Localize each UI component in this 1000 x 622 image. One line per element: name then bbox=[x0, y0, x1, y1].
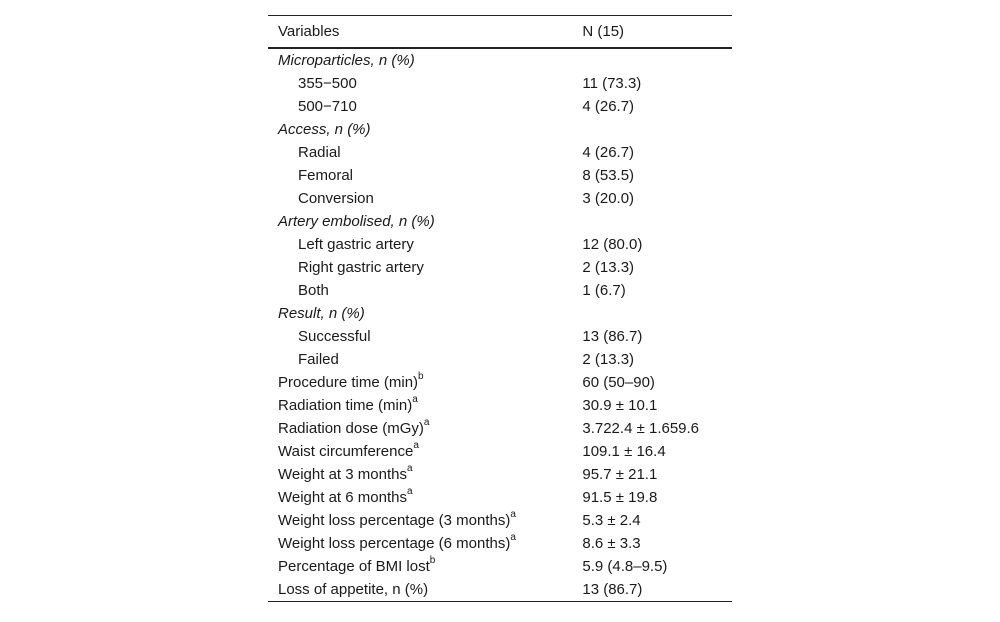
variable-label bbox=[268, 440, 572, 463]
variable-label bbox=[268, 164, 572, 187]
group-label bbox=[268, 210, 572, 233]
table-row bbox=[268, 233, 732, 256]
footnote-marker: a bbox=[413, 440, 419, 451]
variable-label bbox=[268, 417, 572, 440]
variable-label bbox=[268, 187, 572, 210]
value-cell bbox=[572, 48, 732, 72]
table-row bbox=[268, 95, 732, 118]
variable-label bbox=[268, 509, 572, 532]
variable-label bbox=[268, 394, 572, 417]
variable-label bbox=[268, 578, 572, 602]
value-cell: 3 (20.0) bbox=[582, 190, 635, 207]
value-cell: 8 (53.5) bbox=[582, 167, 635, 184]
value-cell: 60 (50–90) bbox=[582, 374, 655, 391]
variable-text: Microparticles, n (%) bbox=[278, 52, 415, 69]
value-cell: 5.3 ± 2.4 bbox=[582, 512, 641, 529]
group-label bbox=[268, 118, 572, 141]
table-row bbox=[268, 463, 732, 486]
value-cell bbox=[572, 302, 732, 325]
value-cell: 95.7 ± 21.1 bbox=[582, 466, 658, 483]
variable-text: Weight at 3 months bbox=[278, 466, 407, 483]
table-row bbox=[268, 187, 732, 210]
value-cell: 2 (13.3) bbox=[582, 259, 635, 276]
variable-text: Successful bbox=[298, 328, 371, 345]
table-row bbox=[268, 141, 732, 164]
footnote-marker: a bbox=[510, 509, 516, 520]
variable-label bbox=[268, 72, 572, 95]
variable-text: Percentage of BMI lost bbox=[278, 558, 430, 575]
value-cell: 11 (73.3) bbox=[582, 75, 642, 92]
table-row bbox=[268, 440, 732, 463]
variable-text: Procedure time (min) bbox=[278, 374, 419, 391]
table-row bbox=[268, 164, 732, 187]
variable-text: Left gastric artery bbox=[298, 236, 414, 253]
variable-label bbox=[268, 325, 572, 348]
footnote-marker: a bbox=[423, 417, 430, 428]
variable-text: Weight loss percentage (3 months) bbox=[278, 512, 511, 529]
table-row bbox=[268, 417, 732, 440]
group-row bbox=[268, 48, 732, 72]
variable-label bbox=[268, 371, 572, 394]
group-label bbox=[268, 302, 572, 325]
value-cell: 2 (13.3) bbox=[582, 351, 635, 368]
variable-text: Right gastric artery bbox=[298, 259, 424, 276]
table-row bbox=[268, 578, 732, 602]
table-row bbox=[268, 348, 732, 371]
table-row bbox=[268, 486, 732, 509]
value-cell: 4 (26.7) bbox=[582, 144, 635, 161]
value-cell: 91.5 ± 19.8 bbox=[582, 489, 658, 506]
variable-text: Result, n (%) bbox=[278, 305, 365, 322]
variable-text: Radial bbox=[298, 144, 341, 161]
variable-text: Failed bbox=[298, 351, 339, 368]
variable-label bbox=[268, 486, 572, 509]
variable-text: Weight loss percentage (6 months) bbox=[278, 535, 511, 552]
header-variables: Variables bbox=[278, 23, 340, 40]
variable-text: Radiation dose (mGy) bbox=[278, 420, 424, 437]
variable-label bbox=[268, 555, 572, 578]
table-row bbox=[268, 532, 732, 555]
value-cell: 1 (6.7) bbox=[582, 282, 626, 299]
group-label bbox=[268, 48, 572, 72]
value-cell: 3.722.4 ± 1.659.6 bbox=[582, 420, 700, 437]
variable-label bbox=[268, 463, 572, 486]
variable-label bbox=[268, 532, 572, 555]
header-row bbox=[268, 16, 732, 49]
value-cell: 4 (26.7) bbox=[582, 98, 635, 115]
variable-label bbox=[268, 141, 572, 164]
value-cell: 13 (86.7) bbox=[582, 328, 643, 345]
value-cell bbox=[572, 118, 732, 141]
table-row bbox=[268, 394, 732, 417]
variable-text: Femoral bbox=[298, 167, 354, 184]
footnote-marker: a bbox=[406, 486, 413, 497]
footnote-marker: a bbox=[406, 463, 413, 474]
value-cell: 30.9 ± 10.1 bbox=[582, 397, 658, 414]
table-row bbox=[268, 555, 732, 578]
results-table-container bbox=[268, 15, 732, 602]
value-cell: 12 (80.0) bbox=[582, 236, 643, 253]
footnote-marker: a bbox=[510, 532, 516, 543]
variable-label bbox=[268, 95, 572, 118]
table-header bbox=[268, 16, 732, 49]
table-row bbox=[268, 279, 732, 302]
variable-label bbox=[268, 256, 572, 279]
variable-text: Weight at 6 months bbox=[278, 489, 407, 506]
header-n: N (15) bbox=[582, 23, 625, 40]
variable-text: Loss of appetite, n (%) bbox=[278, 581, 429, 598]
value-cell: 109.1 ± 16.4 bbox=[582, 443, 666, 460]
value-cell bbox=[572, 210, 732, 233]
variable-text: Waist circumference bbox=[278, 443, 414, 460]
table-row bbox=[268, 325, 732, 348]
footnote-marker: a bbox=[412, 394, 418, 405]
table-row bbox=[268, 509, 732, 532]
table-body bbox=[268, 48, 732, 602]
footnote-marker: b bbox=[429, 555, 436, 566]
table-row bbox=[268, 256, 732, 279]
variable-text: 500−710 bbox=[298, 98, 357, 115]
variable-text: Both bbox=[298, 282, 329, 299]
footnote-marker: b bbox=[418, 371, 424, 382]
group-row bbox=[268, 210, 732, 233]
variable-text: 355−500 bbox=[298, 75, 357, 92]
variable-text: Radiation time (min) bbox=[278, 397, 413, 414]
results-table bbox=[268, 15, 732, 602]
table-row bbox=[268, 72, 732, 95]
variable-text: Conversion bbox=[298, 190, 374, 207]
value-cell: 5.9 (4.8–9.5) bbox=[582, 558, 668, 575]
variable-label bbox=[268, 279, 572, 302]
value-cell: 8.6 ± 3.3 bbox=[582, 535, 641, 552]
variable-label bbox=[268, 348, 572, 371]
group-row bbox=[268, 118, 732, 141]
variable-label bbox=[268, 233, 572, 256]
variable-text: Artery embolised, n (%) bbox=[278, 213, 435, 230]
group-row bbox=[268, 302, 732, 325]
variable-text: Access, n (%) bbox=[278, 121, 371, 138]
table-row bbox=[268, 371, 732, 394]
value-cell: 13 (86.7) bbox=[582, 581, 643, 598]
